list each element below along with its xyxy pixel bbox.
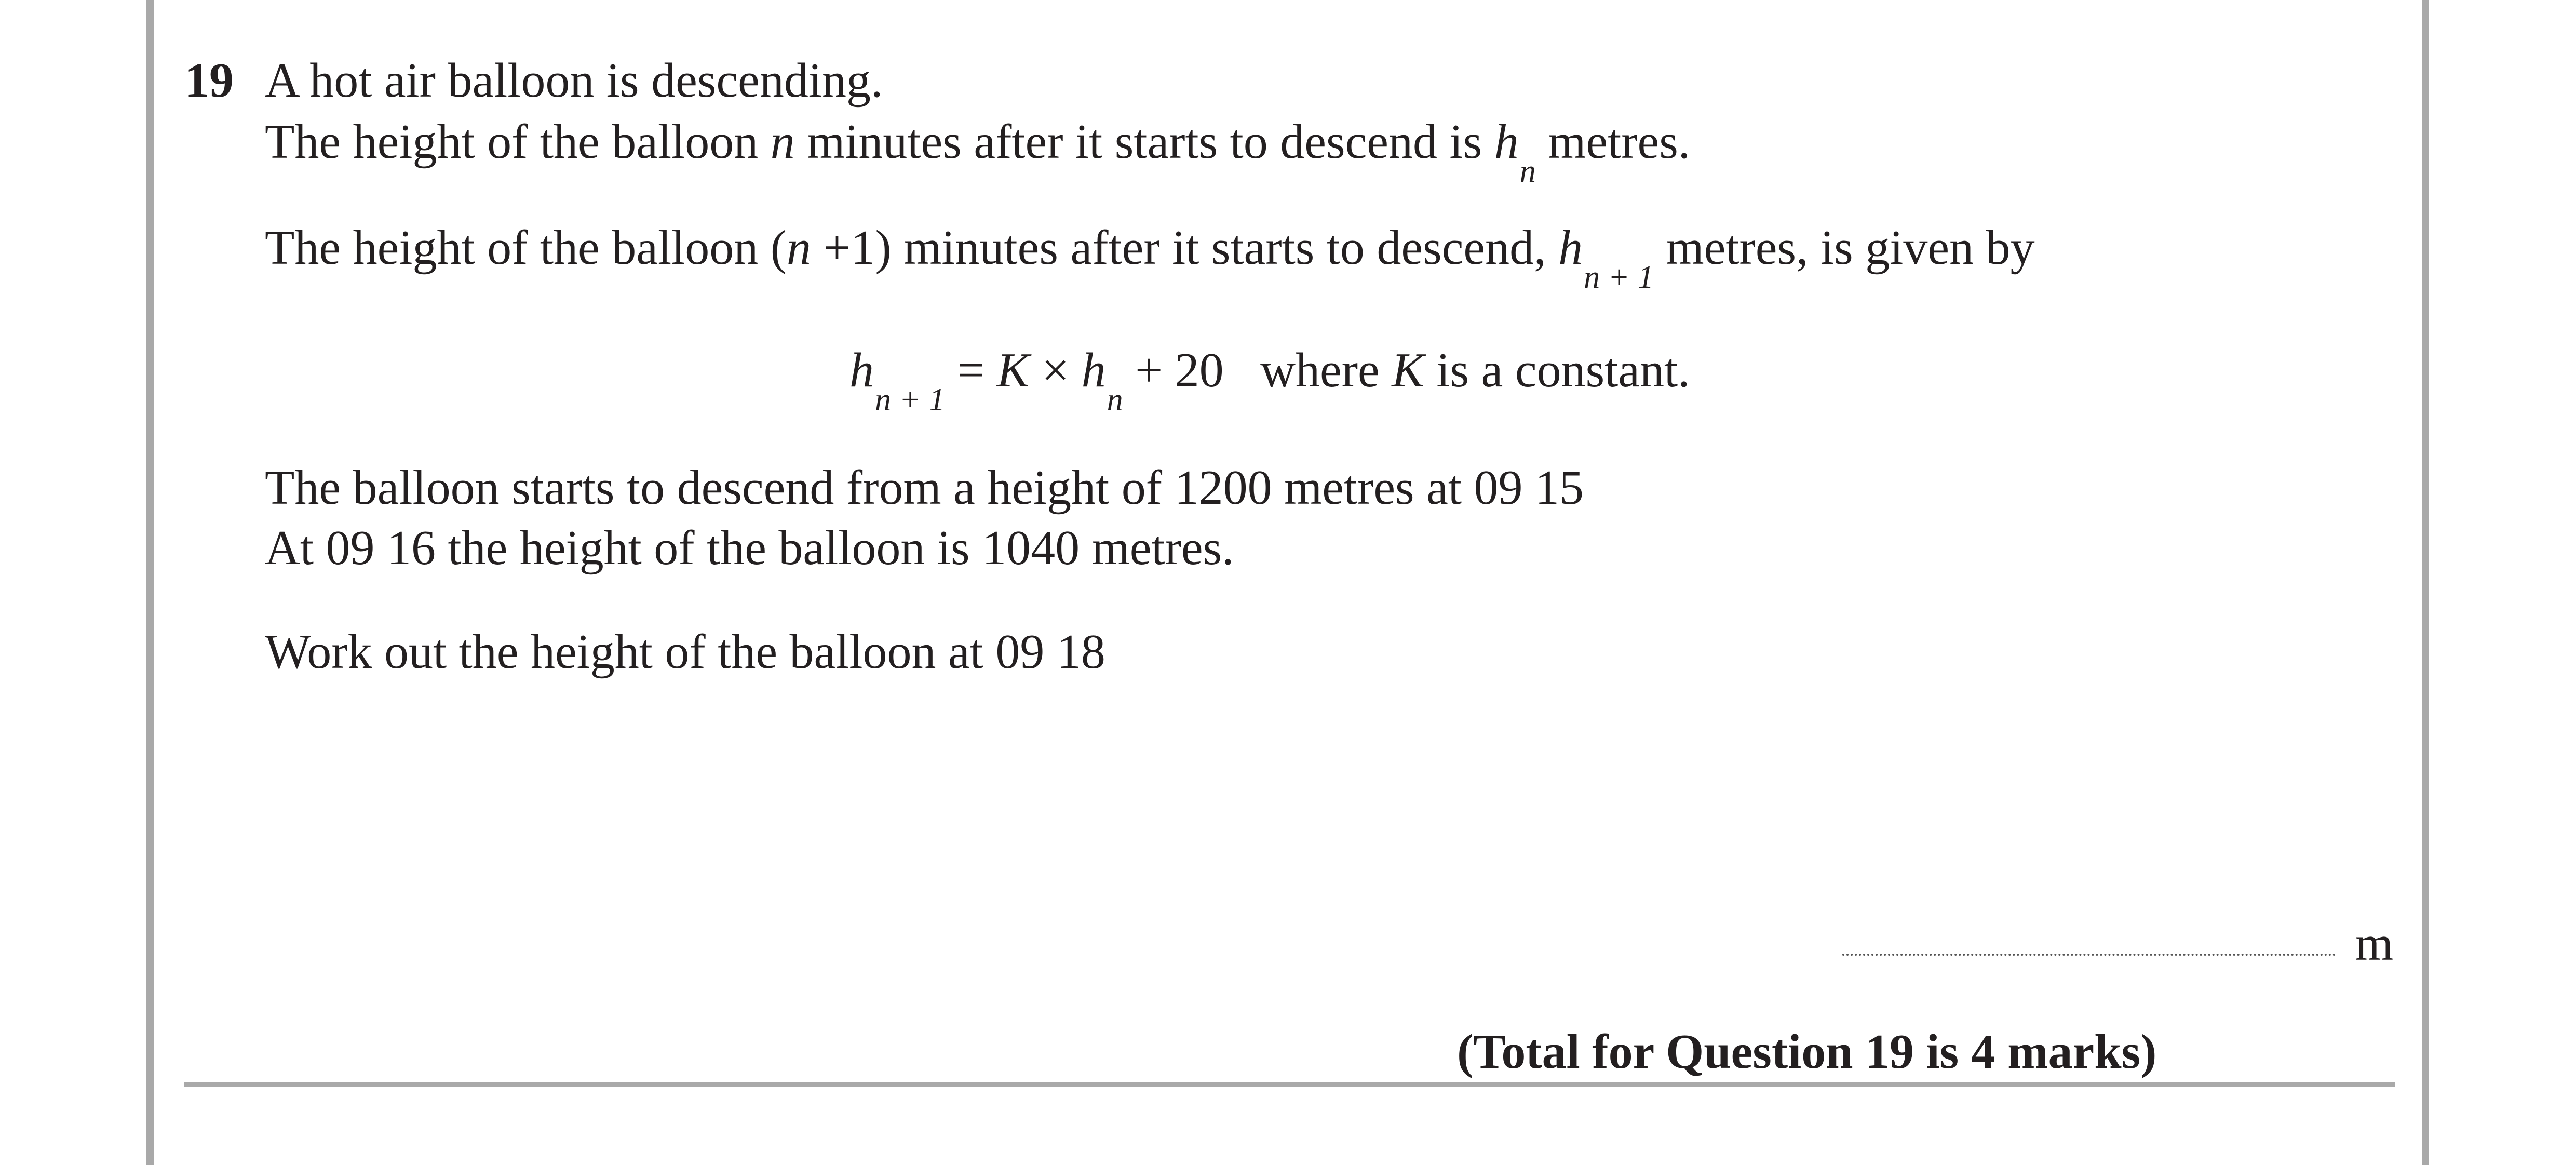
question-divider bbox=[184, 1082, 2395, 1087]
text-segment: The height of the balloon bbox=[265, 115, 771, 169]
text-segment: The height of the balloon ( bbox=[265, 221, 787, 275]
text-segment: +1) minutes after it starts to descend, bbox=[811, 221, 1559, 275]
variable-K: K bbox=[996, 343, 1030, 397]
text-segment: metres, is given by bbox=[1654, 221, 2035, 275]
variable-h: h bbox=[1494, 115, 1519, 169]
variable-n: n bbox=[770, 115, 795, 169]
question-line-height-n bbox=[265, 115, 1691, 189]
plus-twenty: + 20 bbox=[1123, 343, 1224, 397]
total-marks: (Total for Question 19 is 4 marks) bbox=[1457, 1025, 2157, 1079]
answer-line[interactable] bbox=[1842, 954, 2336, 956]
task-line: Work out the height of the balloon at 09 18 bbox=[265, 625, 1105, 679]
variable-n: n bbox=[787, 221, 811, 275]
page-border-left bbox=[146, 0, 154, 1165]
question-intro: A hot air balloon is descending. bbox=[265, 53, 883, 108]
times-sign: × bbox=[1029, 343, 1082, 397]
page-border-right bbox=[2422, 0, 2429, 1165]
subscript-n-plus-1: n + 1 bbox=[875, 382, 945, 418]
question-line-height-n-plus-1 bbox=[265, 221, 2035, 295]
variable-h: h bbox=[849, 343, 874, 397]
start-height-line: The balloon starts to descend from a height of 1200 metres at 09 15 bbox=[265, 461, 1584, 515]
answer-unit: m bbox=[2355, 917, 2394, 971]
recurrence-formula bbox=[849, 343, 1690, 418]
variable-h: h bbox=[1081, 343, 1106, 397]
constant-text: is a constant. bbox=[1424, 343, 1690, 397]
question-number: 19 bbox=[185, 53, 234, 108]
variable-K: K bbox=[1392, 343, 1424, 397]
equals-sign: = bbox=[945, 343, 997, 397]
subscript-n: n bbox=[1107, 382, 1123, 418]
variable-h: h bbox=[1558, 221, 1583, 275]
subscript-n: n bbox=[1519, 154, 1536, 189]
where-text: where bbox=[1223, 343, 1392, 397]
text-segment: metres. bbox=[1535, 115, 1691, 169]
second-height-line: At 09 16 the height of the balloon is 1040 metres. bbox=[265, 521, 1234, 575]
subscript-n-plus-1: n + 1 bbox=[1584, 260, 1654, 295]
text-segment: minutes after it starts to descend is bbox=[794, 115, 1494, 169]
